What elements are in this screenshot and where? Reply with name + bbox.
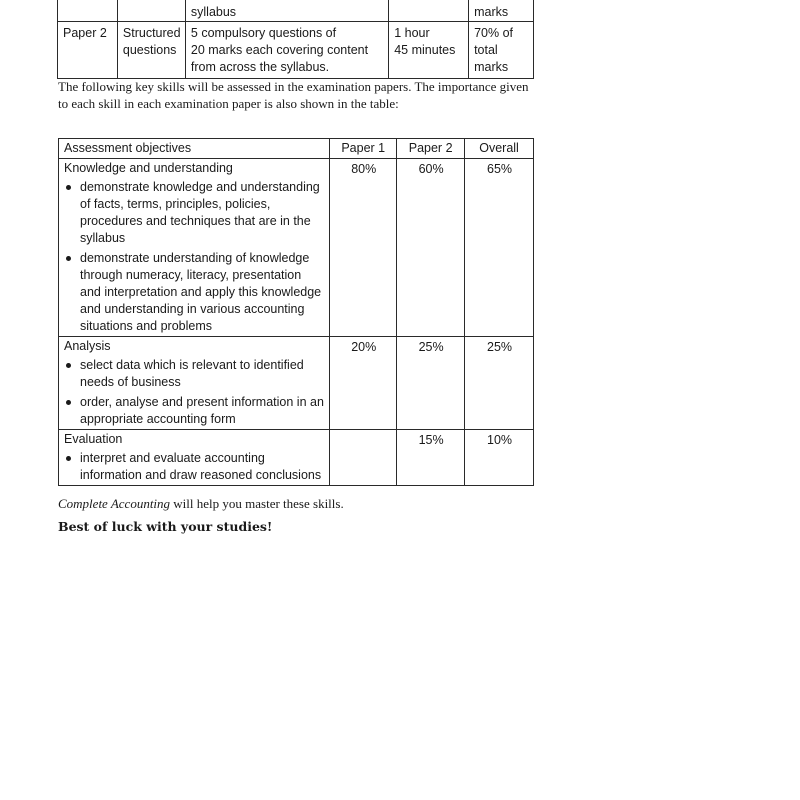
objective-cell — [59, 430, 330, 486]
paper1-weight — [330, 430, 397, 486]
overall-weight: 25% — [465, 337, 534, 430]
closing-sentence — [58, 495, 344, 512]
list-item: demonstrate understanding of knowledge through numeracy, literacy, presentation and interpretation and apply this knowledge and understanding in various accounting situations and problems — [64, 250, 325, 335]
weighting-cell: marks — [474, 5, 509, 19]
table-row — [59, 430, 534, 486]
table-row — [59, 337, 534, 430]
column-header: Paper 1 — [330, 139, 397, 159]
objective-title: Analysis — [64, 339, 111, 353]
overall-weight: 65% — [465, 159, 534, 337]
table-header-row — [59, 139, 534, 159]
table-row — [59, 159, 534, 337]
paper1-weight: 20% — [330, 337, 397, 430]
list-item: select data which is relevant to identified needs of business — [64, 357, 325, 391]
list-item: demonstrate knowledge and understanding of facts, terms, principles, policies, procedures and techniques that are in the syllabus — [64, 179, 325, 247]
objective-title: Knowledge and understanding — [64, 161, 233, 175]
table-row — [58, 0, 534, 22]
objective-bullets — [64, 450, 325, 484]
column-header: Assessment objectives — [59, 139, 330, 159]
sign-off: Best of luck with your studies! — [58, 519, 273, 534]
paper2-weight: 60% — [397, 159, 465, 337]
objective-bullets — [64, 357, 325, 428]
assessment-objectives-table — [58, 138, 534, 486]
duration-cell: 1 hour 45 minutes — [389, 22, 469, 79]
content-cell: syllabus — [190, 5, 237, 19]
objective-bullets — [64, 179, 325, 335]
table-row — [58, 22, 534, 79]
objective-cell — [59, 159, 330, 337]
closing-text: will help you master these skills. — [170, 496, 344, 511]
intro-paragraph: The following key skills will be assessed in the examination papers. The importance given to each skill in each examination paper is also shown in the table: — [58, 79, 529, 111]
paper2-weight: 25% — [397, 337, 465, 430]
exam-papers-table — [57, 0, 534, 79]
book-title: Complete Accounting — [58, 496, 171, 511]
content-cell: 5 compulsory questions of 20 marks each covering content from across the syllabus. — [185, 22, 388, 79]
objective-title: Evaluation — [64, 432, 123, 446]
overall-weight: 10% — [465, 430, 534, 486]
weighting-cell: 70% of total marks — [469, 22, 534, 79]
paper2-weight: 15% — [397, 430, 465, 486]
column-header: Overall — [465, 139, 534, 159]
list-item: interpret and evaluate accounting information and draw reasoned conclusions — [64, 450, 325, 484]
paper1-weight: 80% — [330, 159, 397, 337]
column-header: Paper 2 — [397, 139, 465, 159]
list-item: order, analyse and present information in an appropriate accounting form — [64, 394, 325, 428]
format-cell: Structured questions — [117, 22, 185, 79]
objective-cell — [59, 337, 330, 430]
paper-name-cell: Paper 2 — [58, 22, 118, 79]
